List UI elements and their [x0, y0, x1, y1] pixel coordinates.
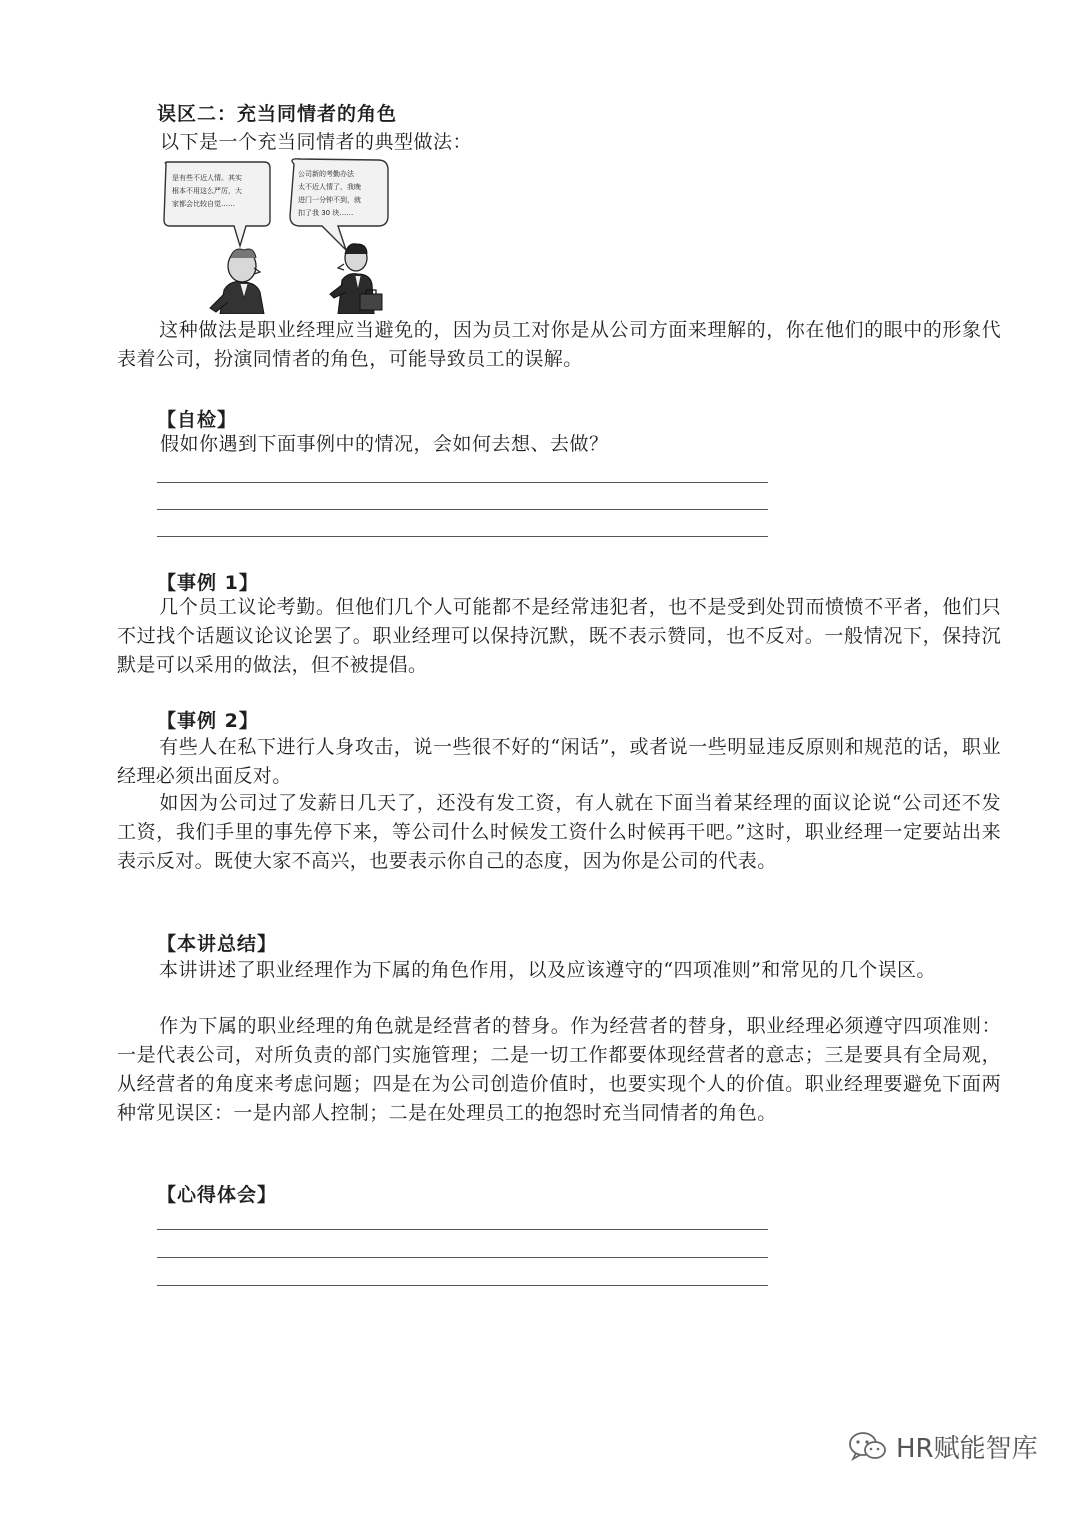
section-title: 误区二：充当同情者的角色: [157, 103, 398, 125]
self-check-prompt: 假如你遇到下面事例中的情况，会如何去想、去做？: [160, 433, 609, 455]
cartoon-illustration: [160, 158, 392, 314]
answer-line: [157, 536, 768, 537]
answer-line: [157, 509, 768, 510]
bubble-left-line-1: 是有些不近人情。其实: [172, 174, 242, 182]
manager-figure: [210, 249, 264, 314]
self-check-title: 【自检】: [157, 409, 238, 431]
case1-text: 几个员工议论考勤。但他们几个人可能都不是经常违犯者，也不是受到处罚而愤愤不平者，他们只不过找个话题议论议论罢了。职业经理可以保持沉默，既不表示赞同，也不反对。一般情况下，保持沉默是可以采用的做法，但不被提倡。: [117, 596, 1001, 676]
summary-text-1: 本讲讲述了职业经理作为下属的角色作用，以及应该遵守的“四项准则”和常见的几个误区。: [159, 959, 936, 981]
reflection-line: [157, 1257, 768, 1258]
answer-line: [157, 482, 768, 483]
bubble-right-line-4: 扣了我 30 块……: [298, 209, 354, 217]
case2-text-1: 有些人在私下进行人身攻击，说一些很不好的“闲话”，或者说一些明显违反原则和规范的话，职业经理必须出面反对。: [117, 736, 1001, 787]
wechat-icon: [848, 1431, 888, 1463]
reflection-line: [157, 1229, 768, 1230]
section-explanation: 这种做法是职业经理应当避免的，因为员工对你是从公司方面来理解的，你在他们的眼中的形象代表着公司，扮演同情者的角色，可能导致员工的误解。: [117, 319, 1001, 370]
reflection-line: [157, 1285, 768, 1286]
speech-bubble-right: [290, 159, 388, 250]
watermark: [848, 1428, 1038, 1465]
summary-text-2: 作为下属的职业经理的角色就是经营者的替身。作为经营者的替身，职业经理必须遵守四项准则：一是代表公司，对所负责的部门实施管理；二是一切工作都要体现经营者的意志；三是要具有全局观，从经营者的角度来考虑问题；四是在为公司创造价值时，也要实现个人的价值。职业经理要避免下面两种常见误区：一是内部人控制；二是在处理员工的抱怨时充当同情者的角色。: [117, 1015, 1001, 1124]
bubble-right-line-3: 进门一分钟不到，就: [298, 196, 361, 204]
bubble-right-line-1: 公司新的考勤办法: [298, 170, 354, 178]
watermark-text: HR赋能智库: [896, 1434, 1038, 1464]
bubble-left-line-3: 家都会比较自觉……: [172, 200, 235, 208]
reflection-title: 【心得体会】: [157, 1184, 278, 1206]
summary-title: 【本讲总结】: [157, 933, 278, 955]
section-intro: 以下是一个充当同情者的典型做法：: [160, 131, 473, 153]
case1-title: 【事例 1】: [157, 572, 259, 594]
employee-figure: [330, 244, 382, 314]
bubble-right-line-2: 太不近人情了，我晚: [298, 183, 361, 191]
bubble-left-line-2: 根本不用这么严厉，大: [172, 187, 242, 195]
speech-bubble-left: [164, 162, 270, 246]
case2-title: 【事例 2】: [157, 710, 259, 732]
case2-text-2: 如因为公司过了发薪日几天了，还没有发工资，有人就在下面当着某经理的面议论说“公司还不发工资，我们手里的事先停下来，等公司什么时候发工资什么时候再干吧。”这时，职业经理一定要站出来表示反对。既使大家不高兴，也要表示你自己的态度，因为你是公司的代表。: [117, 792, 1001, 872]
